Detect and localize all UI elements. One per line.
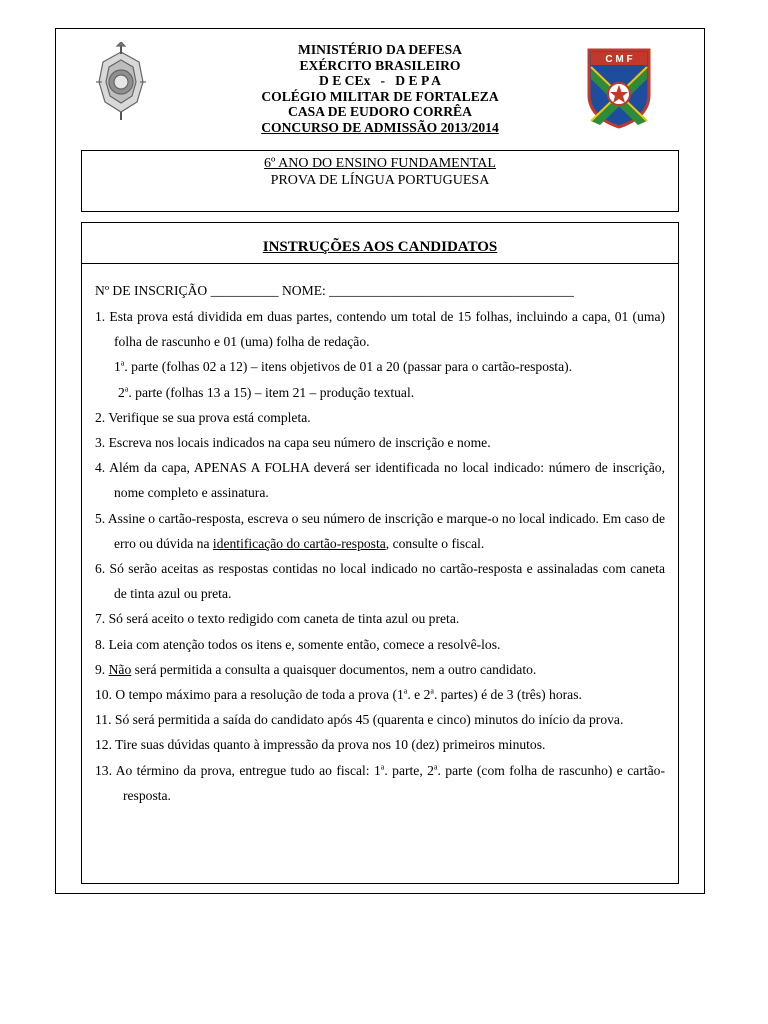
instructions-box [81,222,679,884]
header-house: CASA DE EUDORO CORRÊA [288,104,472,120]
instructions-body [95,281,665,808]
instruction-11: 11. Só será permitida a saída do candidato após 45 (quarenta e cinco) minutos do início da prova. [95,712,624,728]
exam-subject: PROVA DE LÍNGUA PORTUGUESA [270,173,490,188]
instruction-10: 10. O tempo máximo para a resolução de toda a prova (1$^a$. e 2$^a$. partes) é de 3 (três) horas. [95,686,582,703]
instruction-1-part-1: 1$^a$. parte (folhas 02 a 12) – itens objetivos de 01 a 20 (passar para o cartão-resposta). [114,358,573,375]
header-army: EXÉRCITO BRASILEIRO [299,57,461,73]
instruction-6: 6. Só serão aceitas as respostas contidas no local indicado no cartão-resposta e assinaladas com caneta de tinta azul ou preta. [95,561,665,602]
header-department: D E CEx - D E P A [319,73,441,89]
instruction-12: 12. Tire suas dúvidas quanto à impressão da prova nos 10 (dez) primeiros minutos. [95,737,546,753]
registration-line: Nº DE INSCRIÇÃO __________ NOME: ____________________________________ [95,283,574,298]
exam-grade: 6º ANO DO ENSINO FUNDAMENTAL [264,156,496,171]
instruction-3: 3. Escreva nos locais indicados na capa seu número de inscrição e nome. [95,435,491,451]
instruction-8: 8. Leia com atenção todos os itens e, somente então, comece a resolvê-los. [95,636,501,652]
exam-info-box [81,150,679,212]
instruction-1-part-2: 2$^a$. parte (folhas 13 a 15) – item 21 – produção textual. [118,384,415,400]
instruction-9: 9. Não será permitida a consulta a quaisquer documentos, nem a outro candidato. [95,661,537,677]
header-contest: CONCURSO DE ADMISSÃO 2013/2014 [261,119,499,135]
page-frame [55,28,705,894]
instruction-7: 7. Só será aceito o texto redigido com caneta de tinta azul ou preta. [95,611,460,627]
shield-text: C M F [605,54,633,65]
header-ministry: MINISTÉRIO DA DEFESA [298,42,462,57]
header-college: COLÉGIO MILITAR DE FORTALEZA [261,88,499,104]
instructions-title: INSTRUÇÕES AOS CANDIDATOS [82,223,678,264]
instruction-13: 13. Ao término da prova, entregue tudo ao fiscal: 1$^a$. parte, 2$^a$. parte (com folha de rascunho) e cartão-resposta. [95,762,665,803]
answer-card-identification: identificação do cartão-resposta [212,535,386,551]
instruction-1: 1. Esta prova está dividida em duas partes, contendo um total de 15 folhas, incluindo a capa, 01 (uma) folha de rascunho e 01 (uma) folha de redação. [95,309,665,350]
instruction-4: 4. Além da capa, APENAS A FOLHA deverá ser identificada no local indicado: número de inscrição, nome completo e assinatura. [95,460,665,501]
document-header [56,42,704,136]
instruction-5: 5. Assine o cartão-resposta, escreva o seu número de inscrição e marque-o no local indicado. Em caso de erro ou dúvida na identificação do cartão-resposta, consulte o fiscal. [95,510,665,551]
instruction-2: 2. Verifique se sua prova está completa. [95,409,311,425]
